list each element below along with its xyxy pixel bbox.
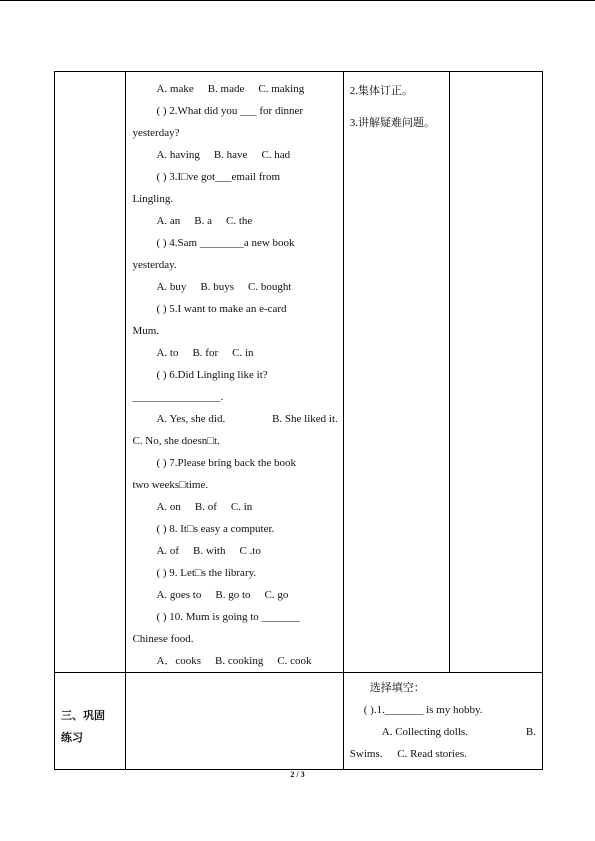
question-5-line1: ( ) 5.I want to make an e-card (156, 303, 287, 315)
question-3-line1: ( ) 3.I□ve got___email from (156, 171, 281, 183)
section-label-cell (55, 673, 126, 770)
option: A. an (156, 215, 181, 227)
question-list (126, 72, 342, 672)
option: C. bought (248, 281, 292, 293)
practice-q1-options (350, 721, 536, 743)
option: B. with (193, 545, 226, 557)
question-2-line1: ( ) 2.What did you ___ for dinner (156, 105, 304, 117)
options-q8 (132, 540, 337, 562)
table-row (55, 673, 543, 770)
option: B. (525, 726, 536, 738)
practice-q1: ( ).1._______ is my hobby. (363, 704, 483, 716)
section-cell-empty (55, 72, 126, 673)
page-number: 2 / 3 (290, 770, 305, 779)
options-q3 (132, 210, 337, 232)
option: C. Read stories. (397, 748, 467, 760)
question-7-line1: ( ) 7.Please bring back the book (156, 457, 297, 469)
practice-q1-options-cont (350, 743, 536, 765)
question-2-line2: yesterday? (132, 127, 180, 139)
options-q9 (132, 584, 337, 606)
option: B. cooking (215, 655, 264, 667)
option: B. go to (215, 589, 251, 601)
empty-cell (126, 673, 343, 770)
option: A. Yes, she did. (156, 413, 226, 425)
option: A. make (156, 83, 194, 95)
option: C. making (258, 83, 305, 95)
options-q4 (132, 276, 337, 298)
option: B. a (194, 215, 212, 227)
option: Swims. (349, 748, 383, 760)
option: A. on (156, 501, 181, 513)
question-cell (126, 72, 343, 673)
steps-cell (343, 72, 450, 673)
option-extra: C. No, she doesn□t. (132, 435, 220, 447)
options-q10 (132, 650, 337, 672)
question-7-line2: two weeks□time. (132, 479, 209, 491)
section-label-line2: 练习 (61, 731, 83, 744)
practice-heading: 选择填空： (369, 682, 425, 694)
question-9-line1: ( ) 9. Let□s the library. (156, 567, 257, 579)
question-5-line2: Mum. (132, 325, 160, 337)
option: B. made (207, 83, 245, 95)
option: A. Collecting dolls. (381, 726, 468, 738)
option: A. of (156, 545, 180, 557)
practice-cell (343, 673, 542, 770)
question-10-line1: ( ) 10. Mum is going to _______ (156, 611, 301, 623)
option: A. to (156, 347, 179, 359)
option: C. in (230, 501, 253, 513)
step-3: 3.讲解疑难问题。 (349, 117, 436, 129)
option: A. having (156, 149, 200, 161)
question-4-line2: yesterday. (132, 259, 177, 271)
option: B. buys (200, 281, 235, 293)
table-row (55, 72, 543, 673)
option: C .to (239, 545, 261, 557)
options-q6 (132, 408, 337, 430)
notes-cell-empty (450, 72, 543, 673)
step-2: 2.集体订正。 (349, 85, 414, 97)
options-q5 (132, 342, 337, 364)
options-q7 (132, 496, 337, 518)
option: C. had (261, 149, 291, 161)
option: A．cooks (156, 655, 202, 667)
question-6-line1: ( ) 6.Did Lingling like it? (156, 369, 268, 381)
header-rule (0, 0, 595, 1)
option: A. buy (156, 281, 187, 293)
question-3-line2: Lingling. (132, 193, 174, 205)
lesson-table (54, 71, 543, 770)
options-q1 (132, 78, 337, 100)
options-q2 (132, 144, 337, 166)
question-6-line2: ________________. (132, 391, 224, 403)
option: B. have (213, 149, 248, 161)
question-4-line1: ( ) 4.Sam ________a new book (156, 237, 295, 249)
question-10-line2: Chinese food. (132, 633, 194, 645)
option: C. the (226, 215, 253, 227)
section-label-line1: 三、巩固 (61, 709, 105, 722)
option: A. goes to (156, 589, 202, 601)
option: B. She liked it. (272, 413, 338, 425)
option: B. for (192, 347, 219, 359)
option: C. cook (277, 655, 312, 667)
option: B. of (194, 501, 217, 513)
option: C. go (264, 589, 289, 601)
option: C. in (232, 347, 254, 359)
question-8-line1: ( ) 8. It□s easy a computer. (156, 523, 275, 535)
